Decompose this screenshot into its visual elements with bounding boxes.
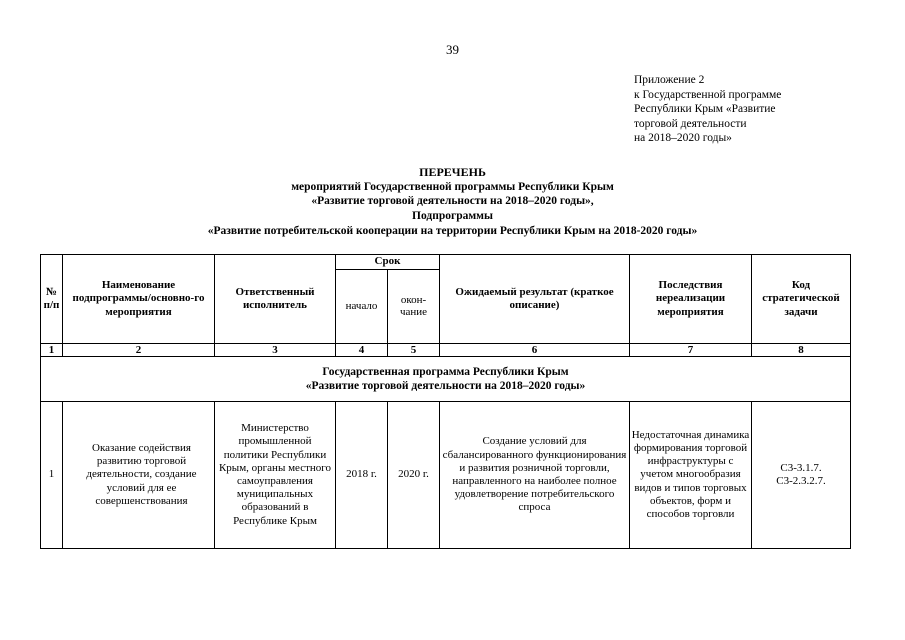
document-title: [0, 165, 905, 239]
header-start: начало: [336, 269, 388, 344]
appendix-note: [634, 73, 781, 146]
section-title-line: «Развитие торговой деятельности на 2018–2020 годы»: [305, 380, 586, 392]
header-result: Ожидаемый результат (краткое описание): [440, 255, 630, 344]
section-title: [41, 357, 851, 402]
title-line: ПЕРЕЧЕНЬ: [419, 165, 486, 179]
header-num: № п/п: [41, 255, 63, 344]
column-number: 4: [336, 344, 388, 357]
row-executor: Министерство промышленной политики Республики Крым, органы местного самоуправления муниципальных образований в Республике Крым: [215, 402, 336, 549]
appendix-line: торговой деятельности: [634, 117, 747, 130]
appendix-line: Приложение 2: [634, 74, 705, 86]
row-name: Оказание содействия развитию торговой деятельности, создание условий для ее совершенствования: [63, 402, 215, 549]
code-line: С3-3.1.7.: [780, 461, 822, 474]
row-start: 2018 г.: [336, 402, 388, 549]
code-line: С3-2.3.2.7.: [776, 475, 826, 487]
header-consequences: Последствия нереализации мероприятия: [630, 255, 752, 344]
column-number: 1: [41, 344, 63, 357]
title-line: Подпрограммы: [412, 210, 493, 223]
section-title-line: Государственная программа Республики Крым: [322, 366, 569, 378]
title-line: «Развитие потребительской кооперации на территории Республики Крым на 2018-2020 годы»: [207, 224, 698, 237]
column-number: 8: [752, 344, 851, 357]
column-number: 5: [388, 344, 440, 357]
header-code: Код стратегической задачи: [752, 255, 851, 344]
appendix-line: на 2018–2020 годы»: [634, 132, 732, 145]
column-number: 2: [63, 344, 215, 357]
appendix-line: к Государственной программе: [634, 88, 782, 101]
row-code: [752, 402, 851, 549]
title-line: «Развитие торговой деятельности на 2018–2020 годы»,: [311, 195, 594, 208]
header-executor: Ответственный исполнитель: [215, 255, 336, 344]
row-number: 1: [41, 402, 63, 549]
header-row: [41, 255, 851, 270]
header-name: Наименование подпрограммы/основно-го мероприятия: [63, 255, 215, 344]
measures-table: [40, 254, 851, 549]
row-result: Создание условий для сбалансированного функционирования и развития розничной торговли, направленного на наиболее полное удовлетворение потребительского спроса: [440, 402, 630, 549]
title-line: мероприятий Государственной программы Республики Крым: [291, 180, 614, 193]
column-number: 6: [440, 344, 630, 357]
page-number: 39: [446, 42, 459, 57]
column-number: 7: [630, 344, 752, 357]
appendix-line: Республики Крым «Развитие: [634, 103, 776, 116]
header-term: Срок: [336, 255, 440, 270]
row-end: 2020 г.: [388, 402, 440, 549]
column-number: 3: [215, 344, 336, 357]
row-consequences: Недостаточная динамика формирования торговой инфраструктуры с учетом многообразия видов и типов торговых объектов, форм и способов торговли: [630, 402, 752, 549]
table-row: [41, 402, 851, 549]
header-end: окон-чание: [388, 269, 440, 344]
column-number-row: [41, 344, 851, 357]
section-row: [41, 357, 851, 402]
